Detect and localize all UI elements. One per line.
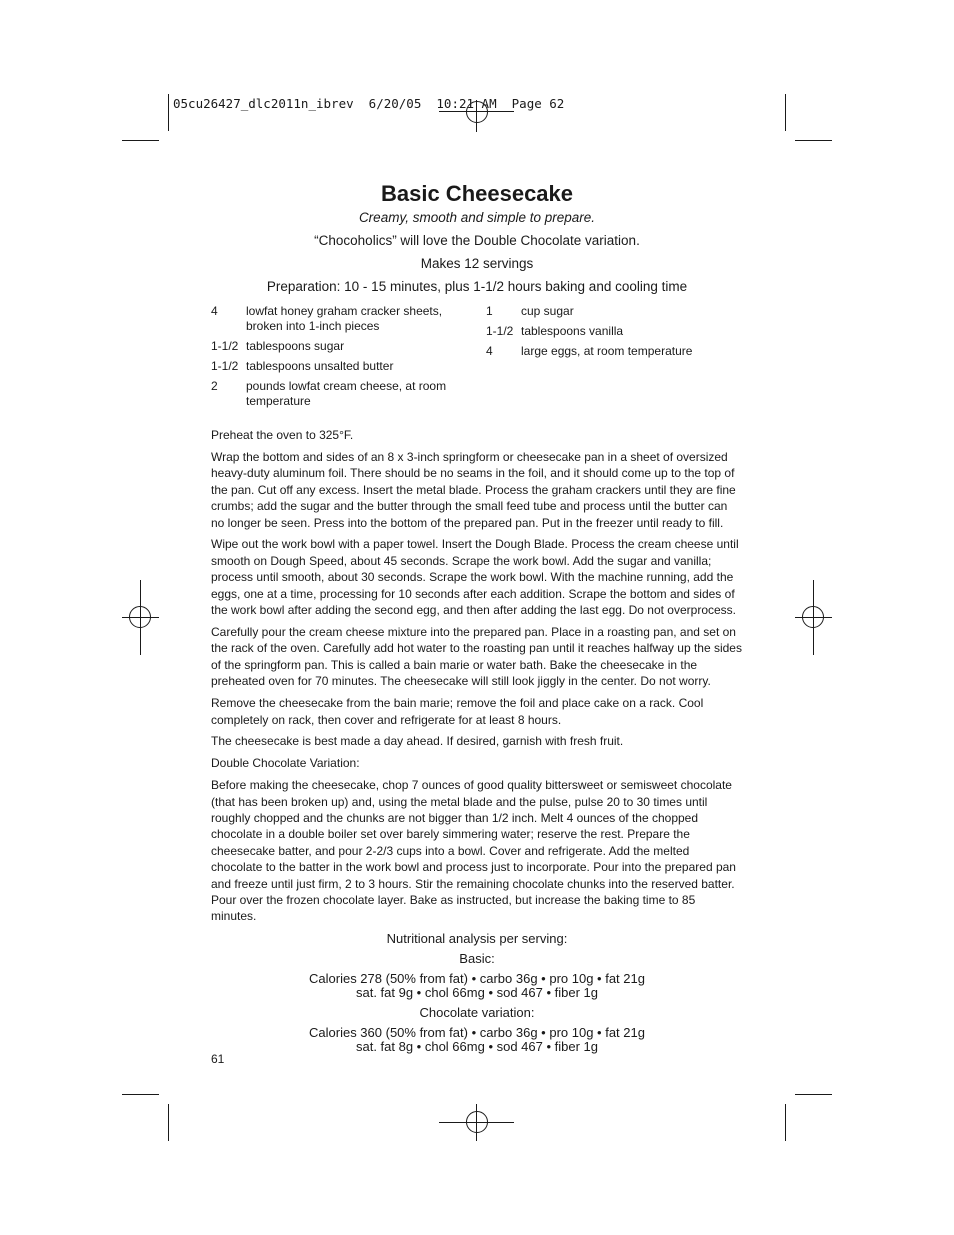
ingredient-qty: 4 [486, 344, 493, 358]
nutrition-basic-line: sat. fat 9g • chol 66mg • sod 467 • fiber 1g [355, 985, 599, 1000]
crop-mark [795, 140, 832, 141]
ingredient-row [486, 304, 746, 319]
nutrition-block [0, 932, 954, 1054]
ingredient-row [211, 379, 471, 409]
ingredient-row [211, 304, 471, 334]
crop-mark [785, 1104, 786, 1141]
instruction-paragraph: Wrap the bottom and sides of an 8 x 3-inch springform or cheesecake pan in a sheet of oversized heavy-duty aluminum foil. There should be no seams in the foil, and it should come up to the top of the pan. Cut off any excess. Insert the metal blade. Process the graham crackers until they are fine crumbs; add the sugar and the butter through the small feed tube and process until the butter can no longer be seen. Press into the bottom of the prepared pan. Put in the freezer until ready to fill. [211, 449, 736, 530]
instruction-paragraph: The cheesecake is best made a day ahead. If desired, garnish with fresh fruit. [211, 734, 624, 749]
crop-mark [168, 1104, 169, 1141]
ingredient-row [211, 359, 471, 374]
ingredient-desc: pounds lowfat cream cheese, at room temperature [246, 379, 447, 408]
ingredient-desc: tablespoons sugar [246, 339, 345, 353]
nutrition-heading: Nutritional analysis per serving: [386, 931, 568, 946]
ingredient-qty: 1 [486, 304, 493, 318]
nutrition-variation-line: sat. fat 8g • chol 66mg • sod 467 • fiber 1g [355, 1039, 599, 1054]
ingredient-row [486, 344, 746, 359]
instruction-paragraph: Before making the cheesecake, chop 7 ounces of good quality bittersweet or semisweet chocolate (that has been broken up) and, using the metal blade and the pulse, pulse 20 to 30 times until roughly chopped and the chunks are not bigger than 1/2 inch. Melt 4 ounces of the chopped chocolate in a double boiler set over barely simmering water; reserve the rest. Prepare the cheesecake batter, and pour 2-2/3 cups into a bowl. Cover and refrigerate. Add the melted chocolate to the batter in the work bowl and process just to incorporate. Pour into the prepared pan and freeze until just firm, 2 to 3 hours. Stir the remaining chocolate chunks into the reserved batter. Pour over the frozen chocolate layer. Bake as instructed, but increase the baking time to 85 minutes. [211, 778, 736, 924]
recipe-title: Basic Cheesecake [380, 181, 574, 206]
instruction-paragraph: Carefully pour the cream cheese mixture into the prepared pan. Place in a roasting pan, and set on the rack of the oven. Carefully add hot water to the roasting pan until it reaches halfway up the sides of the springform pan. This is called a bain marie or water bath. Bake the cheesecake in the preheated oven for 70 minutes. The cheesecake will still look jiggly in the center. Do not worry. [211, 624, 742, 689]
print-slug: 05cu26427_dlc2011n_ibrev 6/20/05 10:21 AM Page 62 [173, 96, 565, 111]
ingredient-row [211, 339, 471, 354]
instructions [211, 427, 743, 930]
ingredient-desc: large eggs, at room temperature [521, 344, 693, 358]
crop-mark [122, 140, 159, 141]
registration-circle-icon [466, 1111, 488, 1133]
ingredients-left-column [211, 304, 471, 414]
recipe-servings: Makes 12 servings [420, 256, 534, 271]
ingredient-qty: 4 [211, 304, 218, 318]
instruction-paragraph: Wipe out the work bowl with a paper towel. Insert the Dough Blade. Process the cream cheese until smooth on Dough Speed, about 45 seconds. Scrape the work bowl. Add the sugar and vanilla; process until smooth, about 30 seconds. Scrape the work bowl. With the machine running, add the eggs, one at a time, processing for 10 seconds after each addition. Scrape the bottom and sides of the work bowl after adding the second egg, and then after adding the last egg. Do not overprocess. [211, 537, 739, 618]
ingredient-qty: 1-1/2 [211, 359, 239, 373]
crop-mark [168, 94, 169, 131]
variation-heading: Double Chocolate Variation: [211, 756, 360, 771]
nutrition-variation-label: Chocolate variation: [419, 1005, 535, 1020]
nutrition-variation-line: Calories 360 (50% from fat) • carbo 36g • pro 10g • fat 21g [309, 1025, 645, 1040]
page-number: 61 [211, 1052, 225, 1066]
ingredient-qty: 1-1/2 [486, 324, 514, 338]
ingredient-desc: tablespoons vanilla [521, 324, 624, 338]
nutrition-basic-label: Basic: [459, 951, 495, 966]
recipe-preparation: Preparation: 10 - 15 minutes, plus 1-1/2 hours baking and cooling time [266, 279, 688, 294]
recipe-subtitle: Creamy, smooth and simple to prepare. [358, 210, 596, 225]
registration-circle-icon [802, 606, 824, 628]
ingredient-desc: lowfat honey graham cracker sheets, broken into 1-inch pieces [246, 304, 443, 333]
ingredients-right-column [486, 304, 746, 364]
crop-mark [785, 94, 786, 131]
nutrition-basic-line: Calories 278 (50% from fat) • carbo 36g • pro 10g • fat 21g [309, 971, 645, 986]
crop-mark [122, 1094, 159, 1095]
ingredient-desc: tablespoons unsalted butter [246, 359, 394, 373]
ingredient-qty: 2 [211, 379, 218, 393]
ingredient-row [486, 324, 746, 339]
ingredient-qty: 1-1/2 [211, 339, 239, 353]
registration-circle-icon [129, 606, 151, 628]
instruction-paragraph: Preheat the oven to 325°F. [211, 428, 354, 442]
instruction-paragraph: Remove the cheesecake from the bain marie; remove the foil and place cake on a rack. Cool completely on rack, then cover and refrigerate for at least 8 hours. [211, 696, 704, 727]
crop-mark [795, 1094, 832, 1095]
recipe-note: “Chocoholics” will love the Double Chocolate variation. [314, 233, 640, 248]
ingredient-desc: cup sugar [521, 304, 574, 318]
